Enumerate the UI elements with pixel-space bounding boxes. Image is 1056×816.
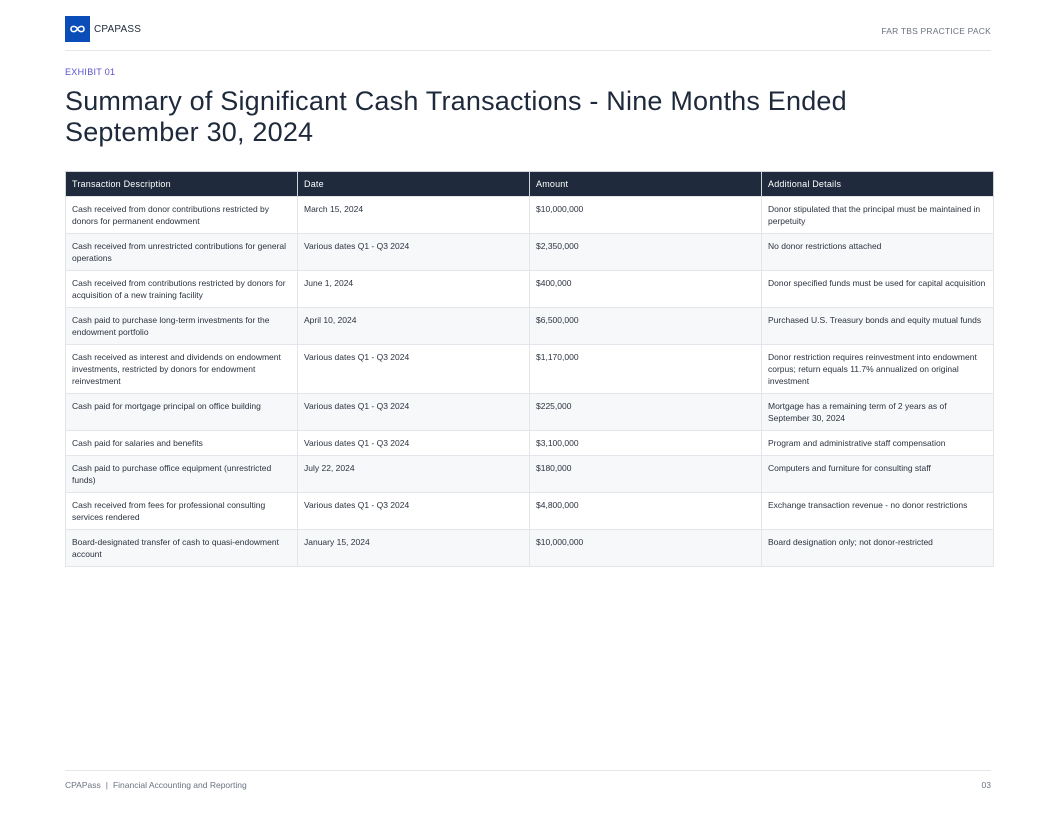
transactions-table bbox=[65, 171, 994, 567]
table-cell: Donor stipulated that the principal must be maintained in perpetuity bbox=[762, 197, 994, 234]
column-header: Amount bbox=[530, 172, 762, 197]
table-cell: Cash paid to purchase office equipment (unrestricted funds) bbox=[66, 456, 298, 493]
infinity-icon bbox=[65, 16, 90, 42]
table-cell: $10,000,000 bbox=[530, 530, 762, 567]
footer-brand: CPAPass bbox=[65, 780, 101, 790]
page-footer bbox=[65, 770, 991, 790]
page-title: Summary of Significant Cash Transactions - Nine Months Ended September 30, 2024 bbox=[65, 86, 847, 147]
table-cell: Various dates Q1 - Q3 2024 bbox=[298, 431, 530, 456]
footer-left bbox=[65, 780, 247, 790]
table-cell: $4,800,000 bbox=[530, 493, 762, 530]
table-row bbox=[66, 345, 994, 394]
table-cell: $2,350,000 bbox=[530, 234, 762, 271]
table-cell: Donor specified funds must be used for capital acquisition bbox=[762, 271, 994, 308]
table-cell: Mortgage has a remaining term of 2 years as of September 30, 2024 bbox=[762, 394, 994, 431]
table-cell: $1,170,000 bbox=[530, 345, 762, 394]
table-row bbox=[66, 394, 994, 431]
table-cell: Exchange transaction revenue - no donor restrictions bbox=[762, 493, 994, 530]
table-cell: Board designation only; not donor-restricted bbox=[762, 530, 994, 567]
table-cell: Various dates Q1 - Q3 2024 bbox=[298, 345, 530, 394]
table-cell: $225,000 bbox=[530, 394, 762, 431]
table-cell: Cash paid for mortgage principal on office building bbox=[66, 394, 298, 431]
table-header-row bbox=[66, 172, 994, 197]
top-bar bbox=[65, 16, 991, 51]
table-cell: Various dates Q1 - Q3 2024 bbox=[298, 234, 530, 271]
page-number: 03 bbox=[981, 780, 991, 790]
table-cell: April 10, 2024 bbox=[298, 308, 530, 345]
table-cell: Cash received from unrestricted contributions for general operations bbox=[66, 234, 298, 271]
table-cell: Various dates Q1 - Q3 2024 bbox=[298, 394, 530, 431]
table-cell: Board-designated transfer of cash to quasi-endowment account bbox=[66, 530, 298, 567]
table-cell: Computers and furniture for consulting staff bbox=[762, 456, 994, 493]
document-page bbox=[65, 16, 991, 567]
table-cell: $400,000 bbox=[530, 271, 762, 308]
table-cell: July 22, 2024 bbox=[298, 456, 530, 493]
table-cell: Donor restriction requires reinvestment into endowment corpus; return equals 11.7% annualized on original investment bbox=[762, 345, 994, 394]
table-row bbox=[66, 234, 994, 271]
table-row bbox=[66, 431, 994, 456]
exhibit-label: EXHIBIT 01 bbox=[65, 67, 116, 77]
footer-subject: Financial Accounting and Reporting bbox=[112, 780, 247, 790]
column-header: Date bbox=[298, 172, 530, 197]
table-cell: Cash paid to purchase long-term investments for the endowment portfolio bbox=[66, 308, 298, 345]
table-cell: January 15, 2024 bbox=[298, 530, 530, 567]
pack-label: FAR TBS PRACTICE PACK bbox=[881, 26, 991, 36]
table-cell: March 15, 2024 bbox=[298, 197, 530, 234]
table-cell: Program and administrative staff compensation bbox=[762, 431, 994, 456]
table-cell: Cash received as interest and dividends on endowment investments, restricted by donors for endowment reinvestment bbox=[66, 345, 298, 394]
brand bbox=[65, 16, 141, 42]
table-row bbox=[66, 493, 994, 530]
table-cell: Cash received from donor contributions restricted by donors for permanent endowment bbox=[66, 197, 298, 234]
table-row bbox=[66, 456, 994, 493]
table-row bbox=[66, 197, 994, 234]
table-cell: $3,100,000 bbox=[530, 431, 762, 456]
table-row bbox=[66, 308, 994, 345]
table-cell: $180,000 bbox=[530, 456, 762, 493]
table-cell: $6,500,000 bbox=[530, 308, 762, 345]
column-header: Additional Details bbox=[762, 172, 994, 197]
footer-separator: | bbox=[105, 780, 108, 790]
table-cell: June 1, 2024 bbox=[298, 271, 530, 308]
brand-name: CPAPASS bbox=[94, 23, 142, 35]
column-header: Transaction Description bbox=[66, 172, 298, 197]
table-cell: Cash paid for salaries and benefits bbox=[66, 431, 298, 456]
table-cell: No donor restrictions attached bbox=[762, 234, 994, 271]
table-cell: Purchased U.S. Treasury bonds and equity mutual funds bbox=[762, 308, 994, 345]
table-row bbox=[66, 530, 994, 567]
table-cell: Cash received from contributions restricted by donors for acquisition of a new training facility bbox=[66, 271, 298, 308]
table-cell: $10,000,000 bbox=[530, 197, 762, 234]
table-cell: Various dates Q1 - Q3 2024 bbox=[298, 493, 530, 530]
table-cell: Cash received from fees for professional consulting services rendered bbox=[66, 493, 298, 530]
table-row bbox=[66, 271, 994, 308]
